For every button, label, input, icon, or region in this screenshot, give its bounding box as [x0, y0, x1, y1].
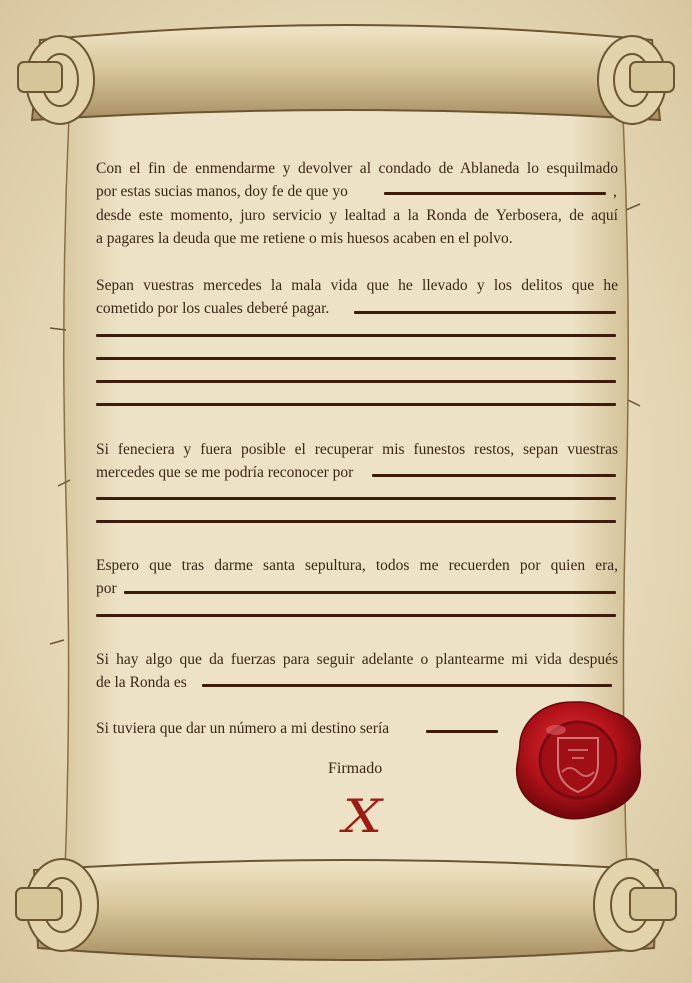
- remembered-blank-2[interactable]: [96, 614, 616, 617]
- paragraph-5-line-1: Si hay algo que da fuerzas para seguir adelante o plantearme mi vida después: [96, 651, 618, 668]
- top-roll: [18, 25, 674, 124]
- paragraph-1-comma: ,: [613, 183, 617, 200]
- signed-label: Firmado: [328, 760, 383, 777]
- name-blank[interactable]: [384, 192, 606, 195]
- remains-blank-1[interactable]: [372, 474, 616, 477]
- destiny-number-blank[interactable]: [426, 730, 498, 733]
- paragraph-3-line-1: Si feneciera y fuera posible el recuperar mis funestos restos, sepan vuestras: [96, 441, 618, 458]
- paragraph-2-line-2: cometido por los cuales deberé pagar.: [96, 300, 330, 317]
- signature-mark: X: [342, 789, 383, 843]
- paragraph-1-line-1: Con el fin de enmendarme y devolver al condado de Ablaneda lo esquilmado: [96, 160, 618, 177]
- crimes-blank-3[interactable]: [96, 357, 616, 360]
- motivation-blank[interactable]: [202, 684, 612, 687]
- crimes-blank-2[interactable]: [96, 334, 616, 337]
- bottom-roll: [16, 859, 676, 960]
- remains-blank-3[interactable]: [96, 520, 616, 523]
- crimes-blank-4[interactable]: [96, 380, 616, 383]
- paragraph-1-line-3: desde este momento, juro servicio y lealtad a la Ronda de Yerbosera, de aquí: [96, 207, 618, 224]
- paragraph-1-line-4: a pagares la deuda que me retiene o mis huesos acaben en el polvo.: [96, 230, 513, 247]
- remembered-blank-1[interactable]: [124, 591, 616, 594]
- paragraph-5-line-2: de la Ronda es: [96, 674, 187, 691]
- paragraph-4-line-2: por: [96, 580, 117, 597]
- paragraph-3-line-2: mercedes que se me podría reconocer por: [96, 464, 354, 481]
- paragraph-6-line-1: Si tuviera que dar un número a mi destino sería: [96, 720, 390, 737]
- paragraph-4-line-1: Espero que tras darme santa sepultura, todos me recuerden por quien era,: [96, 557, 618, 574]
- remains-blank-2[interactable]: [96, 497, 616, 500]
- crimes-blank-5[interactable]: [96, 403, 616, 406]
- paragraph-1-line-2: por estas sucias manos, doy fe de que yo: [96, 183, 348, 200]
- crimes-blank-1[interactable]: [354, 311, 616, 314]
- paragraph-2-line-1: Sepan vuestras mercedes la mala vida que he llevado y los delitos que he: [96, 277, 618, 294]
- wax-seal-icon: [512, 698, 646, 822]
